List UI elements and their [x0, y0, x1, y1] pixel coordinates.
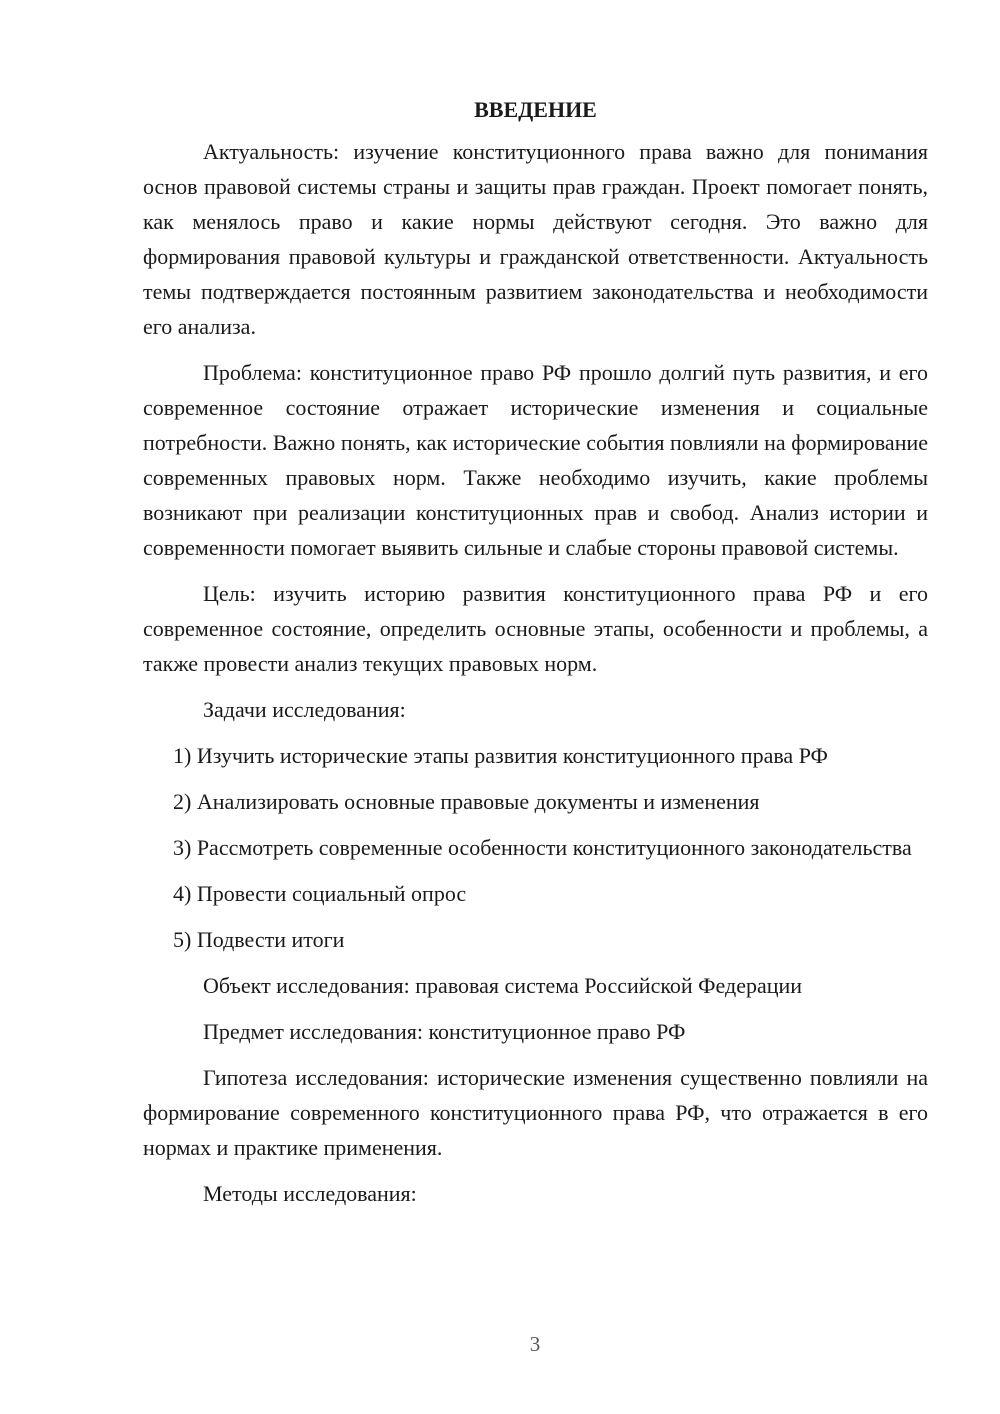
tasks-heading: Задачи исследования:: [203, 697, 406, 722]
task-item: 4) Провести социальный опрос: [173, 881, 467, 906]
task-item: 1) Изучить исторические этапы развития конституционного права РФ: [173, 743, 828, 768]
methods-heading: Методы исследования:: [203, 1181, 417, 1206]
task-item: 5) Подвести итоги: [173, 927, 345, 952]
relevance-paragraph: Актуальность: изучение конституционного права важно для понимания основ правовой системы страны и защиты прав граждан. Проект помогает понять, как менялось право и какие нормы действуют сегодня. Это важно для формирования правовой культуры и гражданской ответственности. Актуальность темы подтверждается постоянным развитием законодательства и необходимости его анализа.: [143, 139, 928, 339]
task-item: 2) Анализировать основные правовые документы и изменения: [173, 789, 760, 814]
document-page: [143, 92, 928, 1222]
section-title: ВВЕДЕНИЕ: [474, 97, 597, 122]
page-number: 3: [529, 1332, 541, 1356]
task-item: 3) Рассмотреть современные особенности конституционного законодательства: [173, 835, 912, 860]
problem-paragraph: Проблема: конституционное право РФ прошло долгий путь развития, и его современное состояние отражает исторические изменения и социальные потребности. Важно понять, как исторические события повлияли на формирование современных правовых норм. Также необходимо изучить, какие проблемы возникают при реализации конституционных прав и свобод. Анализ истории и современности помогает выявить сильные и слабые стороны правовой системы.: [143, 360, 928, 560]
hypothesis-paragraph: Гипотеза исследования: исторические изменения существенно повлияли на формирование современного конституционного права РФ, что отражается в его нормах и практике применения.: [143, 1065, 928, 1160]
goal-paragraph: Цель: изучить историю развития конституционного права РФ и его современное состояние, определить основные этапы, особенности и проблемы, а также провести анализ текущих правовых норм.: [143, 581, 928, 676]
object-paragraph: Объект исследования: правовая система Российской Федерации: [203, 973, 803, 998]
subject-paragraph: Предмет исследования: конституционное право РФ: [203, 1019, 686, 1044]
